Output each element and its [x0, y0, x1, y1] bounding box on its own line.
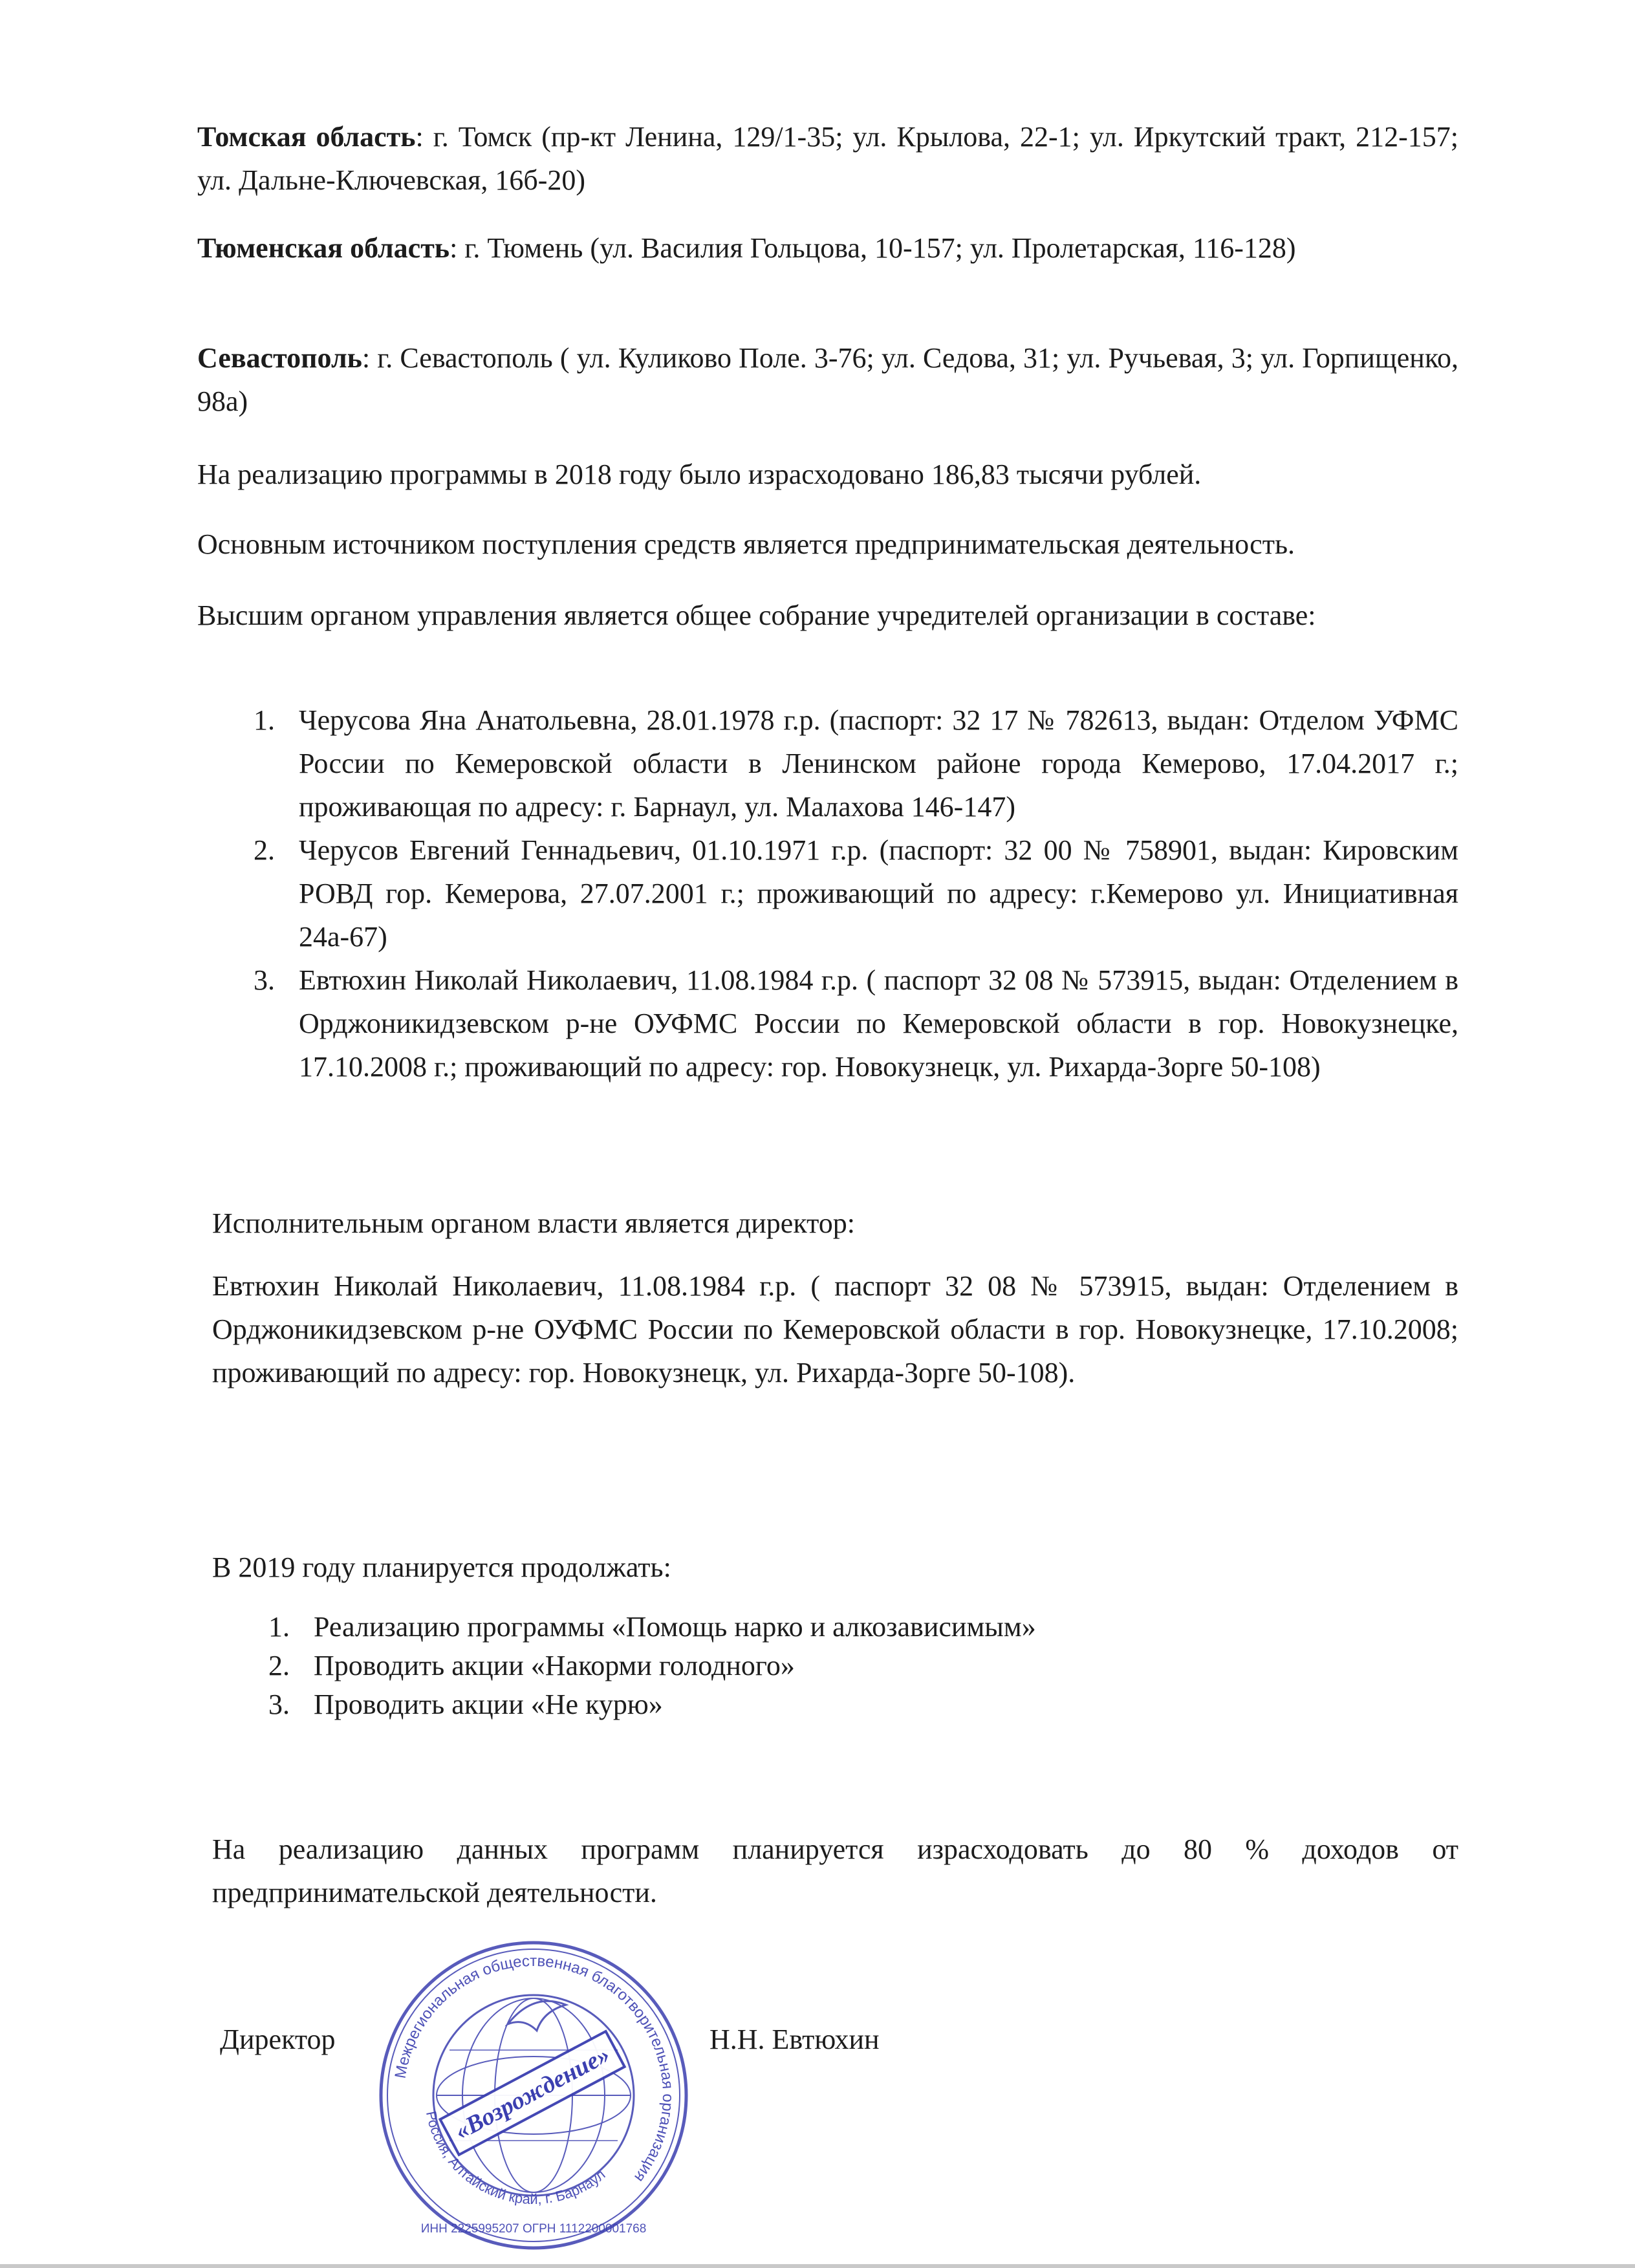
- list-number: 2.: [268, 1650, 290, 1681]
- region-addresses: : г. Тюмень (ул. Василия Гольцова, 10-157; ул. Пролетарская, 116-128): [449, 232, 1296, 264]
- region-addresses: : г. Томск (пр-кт Ленина, 129/1-35; ул. Крылова, 22-1; ул. Иркутский тракт, 212-157; ул. Дальне-Ключевская, 16б-20): [197, 121, 1458, 196]
- governing-body-paragraph: Высшим органом управления является общее собрание учредителей организации в составе:: [197, 599, 1316, 631]
- stamp-outer-text: Межрегиональная общественная благотворительная организация: [391, 1952, 677, 2186]
- list-item: [268, 1647, 1458, 1685]
- list-number: 3.: [254, 964, 275, 996]
- plan-text: Проводить акции «Накорми голодного»: [314, 1650, 795, 1681]
- signature-title: Директор: [220, 2024, 336, 2055]
- list-number: 1.: [254, 704, 275, 736]
- region-name: Тюменская область: [197, 232, 450, 264]
- list-number: 3.: [268, 1689, 290, 1720]
- region-name: Томская область: [197, 121, 416, 153]
- list-number: 1.: [268, 1611, 290, 1643]
- region-addresses: : г. Севастополь ( ул. Куликово Поле. 3-76; ул. Седова, 31; ул. Ручьевая, 3; ул. Горпищенко, 98а): [197, 342, 1458, 417]
- funding-source-paragraph: Основным источником поступления средств является предпринимательская деятельность.: [197, 528, 1295, 560]
- region-name: Севастополь: [197, 342, 362, 374]
- region-paragraph: [197, 336, 1458, 423]
- budget-paragraph: На реализацию данных программ планируется израсходовать до 80 % доходов от предпринимательской деятельности.: [212, 1833, 1458, 1908]
- list-item: [254, 828, 1458, 958]
- founder-text: Черусов Евгений Геннадьевич, 01.10.1971 г.р. (паспорт: 32 00 № 758901, выдан: Кировским РОВД гор. Кемерова, 27.07.2001 г.; проживающий по адресу: г.Кемерово ул. Инициативная 24а-67): [299, 834, 1458, 953]
- founder-text: Черусова Яна Анатольевна, 28.01.1978 г.р. (паспорт: 32 17 № 782613, выдан: Отделом УФМС России по Кемеровской области в Ленинском районе города Кемерово, 17.04.2017 г.; проживающая по адресу: г. Барнаул, ул. Малахова 146-147): [299, 704, 1458, 823]
- plans-list: [268, 1608, 1458, 1724]
- signature-name: Н.Н. Евтюхин: [709, 2024, 880, 2055]
- list-item: [268, 1685, 1458, 1724]
- list-item: [254, 958, 1458, 1088]
- stamp-location-text: Россия, Алтайский край, г. Барнаул: [423, 2110, 609, 2208]
- list-number: 2.: [254, 834, 275, 866]
- founders-list: [254, 698, 1458, 1088]
- stamp-center-text: «Возрождение»: [450, 2040, 614, 2146]
- scan-edge: [0, 2264, 1635, 2268]
- executive-intro: Исполнительным органом власти является директор:: [212, 1207, 855, 1239]
- organization-stamp: [372, 1934, 695, 2257]
- plans-intro: В 2019 году планируется продолжать:: [212, 1551, 671, 1583]
- region-paragraph: [197, 115, 1458, 202]
- executive-paragraph: Евтюхин Николай Николаевич, 11.08.1984 г.р. ( паспорт 32 08 № 573915, выдан: Отделением в Орджоникидзевском р-не ОУФМС России по Кемеровской области в гор. Новокузнецке, 17.10.2008; проживающий по адресу: гор. Новокузнецк, ул. Рихарда-Зорге 50-108).: [212, 1270, 1458, 1388]
- spending-paragraph: На реализацию программы в 2018 году было израсходовано 186,83 тысячи рублей.: [197, 459, 1202, 490]
- founder-text: Евтюхин Николай Николаевич, 11.08.1984 г.р. ( паспорт 32 08 № 573915, выдан: Отделением в Орджоникидзевском р-не ОУФМС России по Кемеровской области в гор. Новокузнецке, 17.10.2008 г.; проживающий по адресу: гор. Новокузнецк, ул. Рихарда-Зорге 50-108): [299, 964, 1458, 1083]
- list-item: [268, 1608, 1458, 1647]
- plan-text: Реализацию программы «Помощь нарко и алкозависимым»: [314, 1611, 1036, 1643]
- list-item: [254, 698, 1458, 828]
- stamp-ids-text: ИНН 2225995207 ОГРН 1112200001768: [420, 2222, 647, 2236]
- region-paragraph: [197, 226, 1458, 270]
- plan-text: Проводить акции «Не курю»: [314, 1689, 663, 1720]
